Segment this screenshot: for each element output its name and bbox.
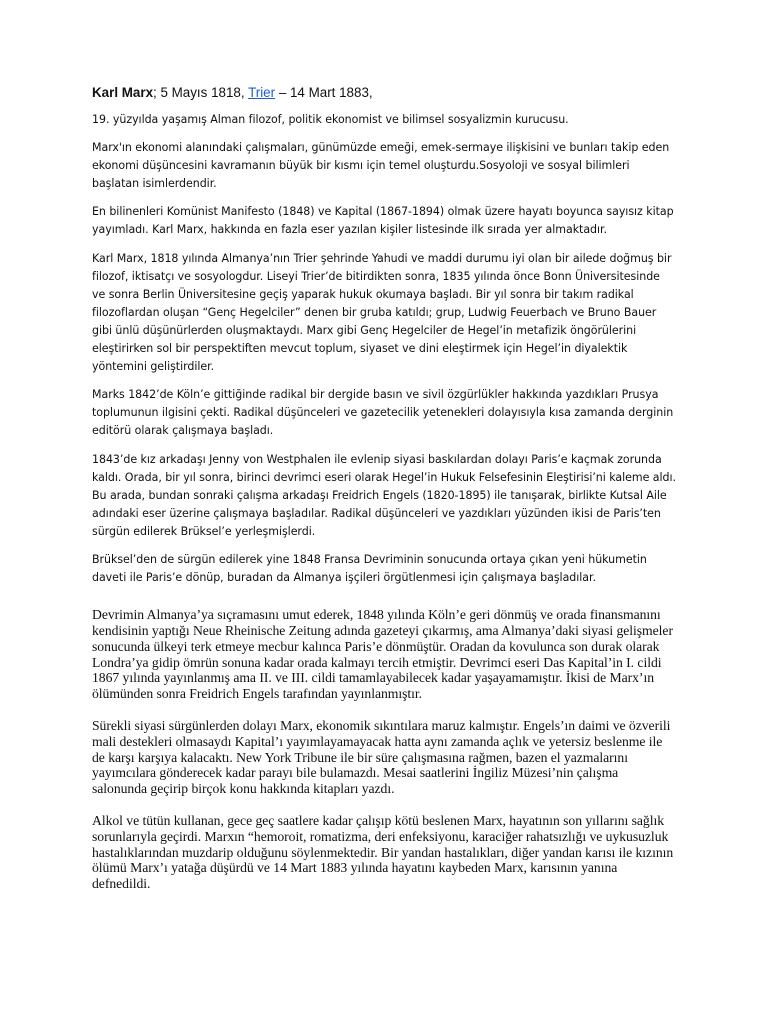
paragraph-cologne: Marks 1842’de Köln’e gittiğinde radikal bir dergide basın ve sivil özgürlükler hakkında yazdıkları Prusya toplumunun ilgisini çekti. Radikal düşünceleri ve gazetecilik yetenekleri dolayısıyla kısa zamanda derginin editörü olarak çalışmaya başladı. xyxy=(92,388,674,438)
heading-name: Karl Marx xyxy=(92,85,154,100)
paragraph-economics: Marx'ın ekonomi alanındaki çalışmaları, günümüzde emeği, emek-sermaye ilişkisini ve bunları takip eden ekonomi düşüncesini kavramanın büyük bir kısmı için temel oluşturdu.Sosyoloji ve sosyal bilimleri başlatan isimlerdendir. xyxy=(92,141,670,191)
paragraph-death: Alkol ve tütün kullanan, gece geç saatlere kadar çalışıp kötü beslenen Marx, hayatının son yıllarını sağlık sorunlarıyla geçirdi. Marxın “hemoroit, romatizma, deri enfeksiyonu, karaciğer rahatsızlığı ve uykusuzluk hastalıklarından muzdarip olduğunu söylenmektedir. Bir yandan hastalıkları, diğer yandan karısı ile kızının ölümü Marx’ı yatağa düşürdü ve 14 Mart 1883 yılında hayatını kaybeden Marx, karısının yanına defnedildi. xyxy=(92,812,674,892)
heading-death: – 14 Mart 1883, xyxy=(275,85,373,100)
paragraph-intro: 19. yüzyılda yaşamış Alman filozof, politik ekonomist ve bilimsel sosyalizmin kurucusu. xyxy=(92,113,569,126)
paragraph-brussels: Brüksel’den de sürgün edilerek yine 1848 Fransa Devriminin sonucunda ortaya çıkan yeni hükumetin daveti ile Paris’e dönüp, buradan da Almanya işçileri örgütlenmesi için çalışmaya başladılar. xyxy=(92,552,647,585)
serif-section xyxy=(92,607,676,892)
trier-link[interactable]: Trier xyxy=(248,85,276,100)
paragraph-works: En bilinenleri Komünist Manifesto (1848) ve Kapital (1867-1894) olmak üzere hayatı boyunca sayısız kitap yayımladı. Karl Marx, hakkında en fazla eser yazılan kişiler listesinde ilk sırada yer almaktadır. xyxy=(92,205,674,237)
heading-birth: ; 5 Mayıs 1818, xyxy=(153,85,249,100)
paragraph-revolution: Devrimin Almanya’ya sıçramasını umut ederek, 1848 yılında Köln’e geri dönmüş ve orada finansmanını kendisinin yaptığı Neue Rheinische Zeitung adında gazeteyi çıkarmış, ama Almanya’daki siyasi gelişmeler sonucunda ülkeyi terk etmeye mecbur kalınca Paris’e dönmüştür. Oradan da kovulunca son durak olarak Londra’ya gidip ömrün sonuna kadar orada kalmayı tercih etmiştir. Devrimci eseri Das Kapital’in I. cildi 1867 yılında yayınlanmış ama II. ve III. cildi tamamlayabilecek kadar yaşayamamıştır. İkisi de Marx’ın ölümünden sonra Freidrich Engels tarafından yayınlanmıştır. xyxy=(92,607,673,702)
paragraph-exile: Sürekli siyasi sürgünlerden dolayı Marx, ekonomik sıkıntılara maruz kalmıştır. Engels’ın daimi ve özverili mali destekleri olmasaydı Kapital’ı yayımlayamayacak hatta aynı zamanda açlık ve yetersiz beslenme ile de karşı karşıya kalacaktı. New York Tribune ile bir süre çalışmasına rağmen, bazen el yazmalarını yayımcılara gönderecek kadar parayı bile bulamazdı. Mesai saatlerini İngiliz Müzesi’nin çalışma salonunda geçirip birçok konu hakkında kitapları yazdı. xyxy=(92,717,671,797)
document-page xyxy=(92,84,676,908)
page-heading xyxy=(92,84,676,102)
paragraph-early-life: Karl Marx, 1818 yılında Almanya’nın Trier şehrinde Yahudi ve maddi durumu iyi olan bir ailede doğmuş bir filozof, iktisatçı ve sosyologdur. Liseyi Trier’de bitirdikten sonra, 1835 yılında önce Bonn Üniversitesinde ve sonra Berlin Üniversitesine geçiş yaparak hukuk okumaya başladı. Bir yıl sonra bir takım radikal filozoflardan oluşan “Genç Hegelciler” denen bir gruba katıldı; grup, Ludwig Feuerbach ve Bruno Bauer gibi ünlü düşünürlerden oluşmaktaydı. Marx gibi Genç Hegelciler de Hegel’in metafizik öngörülerini eleştirirken sol bir perspektiften mevcut toplum, siyaset ve dini eleştirmek için Hegel’in diyalektik yöntemini geliştirdiler. xyxy=(92,251,672,374)
paragraph-paris: 1843’de kız arkadaşı Jenny von Westphalen ile evlenip siyasi baskılardan dolayı Paris’e kaçmak zorunda kaldı. Orada, bir yıl sonra, birinci devrimci eseri olarak Hegel’in Hukuk Felsefesinin Eleştirisi’ni kaleme aldı. Bu arada, bundan sonraki çalışma arkadaşı Freidrich Engels (1820-1895) ile tanışarak, birlikte Kutsal Aile adındaki eser üzerine çalışmaya başladılar. Radikal düşünceleri ve yazdıkları yüzünden ikisi de Paris’ten sürgün edilerek Brüksel’e yerleşmişlerdi. xyxy=(92,452,676,538)
